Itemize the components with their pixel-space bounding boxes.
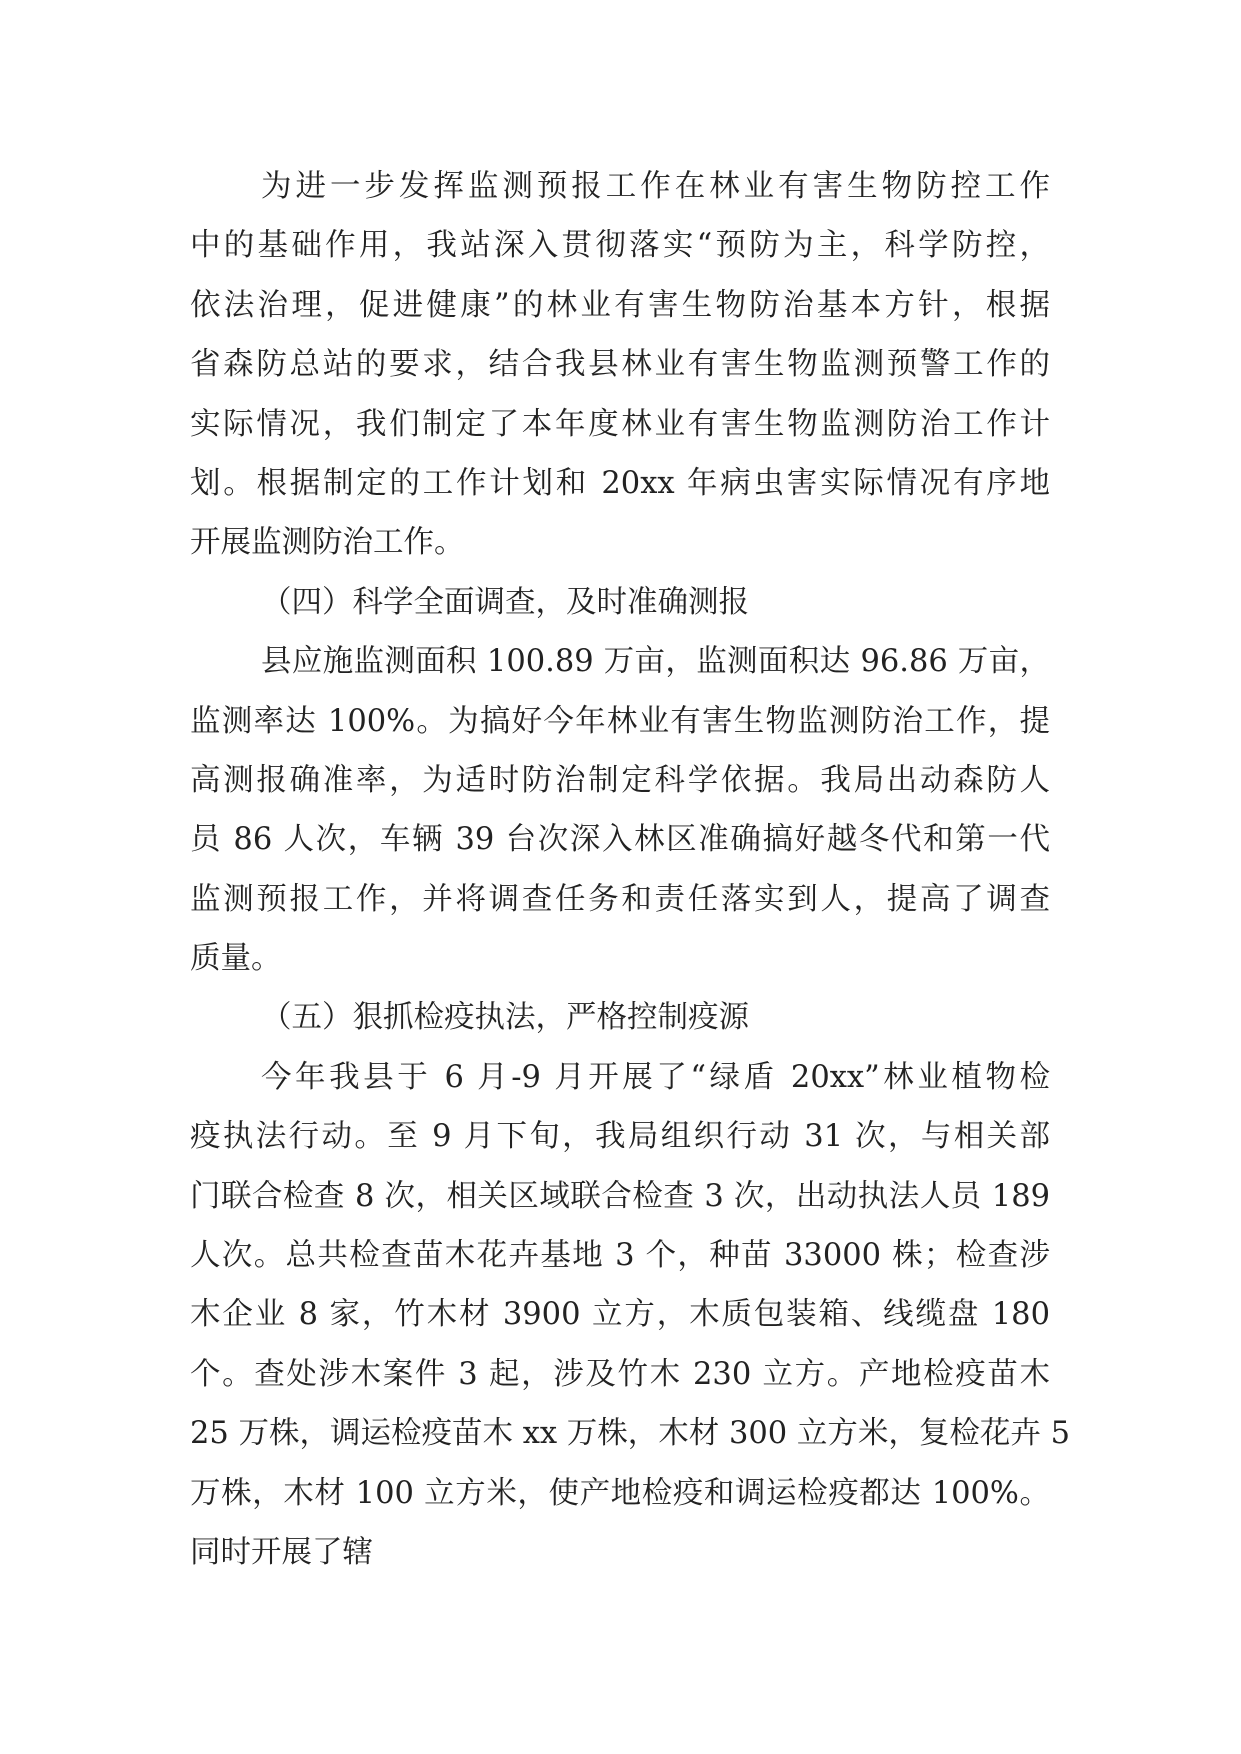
text-line: 省森防总站的要求，结合我县林业有害生物监测预警工作的 <box>190 347 1050 383</box>
text-line: 今年我县于 6 月-9 月开展了“绿盾 20xx”林业植物检 <box>261 1059 1050 1095</box>
text-line: 木企业 8 家，竹木材 3900 立方，木质包装箱、线缆盘 180 <box>190 1297 1050 1333</box>
text-line: 疫执法行动。至 9 月下旬，我局组织行动 31 次，与相关部 <box>190 1119 1050 1155</box>
text-line: （四）科学全面调查，及时准确测报 <box>261 584 749 620</box>
text-line: 依法治理，促进健康”的林业有害生物防治基本方针，根据 <box>190 287 1050 323</box>
text-line: 人次。总共检查苗木花卉基地 3 个，种苗 33000 株；检查涉 <box>190 1238 1050 1274</box>
text-line: 划。根据制定的工作计划和 20xx 年病虫害实际情况有序地 <box>190 465 1050 501</box>
text-line: 开展监测防治工作。 <box>190 525 465 561</box>
text-line: 县应施监测面积 100.89 万亩，监测面积达 96.86 万亩， <box>261 644 1050 680</box>
text-line: （五）狠抓检疫执法，严格控制疫源 <box>261 1000 749 1036</box>
text-line: 万株，木材 100 立方米，使产地检疫和调运检疫都达 100%。 <box>190 1475 1050 1511</box>
text-line: 高测报确准率，为适时防治制定科学依据。我局出动森防人 <box>190 762 1050 798</box>
text-line: 中的基础作用，我站深入贯彻落实“预防为主，科学防控， <box>190 228 1050 264</box>
text-line: 实际情况，我们制定了本年度林业有害生物监测防治工作计 <box>190 406 1050 442</box>
document-body <box>190 157 1071 1582</box>
text-line: 监测率达 100%。为搞好今年林业有害生物监测防治工作，提 <box>190 703 1050 739</box>
text-line: 同时开展了辖 <box>190 1534 373 1570</box>
text-line: 质量。 <box>190 941 282 977</box>
text-line: 个。查处涉木案件 3 起，涉及竹木 230 立方。产地检疫苗木 <box>190 1356 1050 1392</box>
text-line: 25 万株，调运检疫苗木 xx 万株，木材 300 立方米，复检花卉 5 <box>190 1416 1071 1452</box>
text-line: 监测预报工作，并将调查任务和责任落实到人，提高了调查 <box>190 881 1050 917</box>
text-line: 为进一步发挥监测预报工作在林业有害生物防控工作 <box>261 169 1050 204</box>
text-line: 员 86 人次，车辆 39 台次深入林区准确搞好越冬代和第一代 <box>190 822 1050 858</box>
text-line: 门联合检查 8 次，相关区域联合检查 3 次，出动执法人员 189 <box>190 1178 1050 1214</box>
